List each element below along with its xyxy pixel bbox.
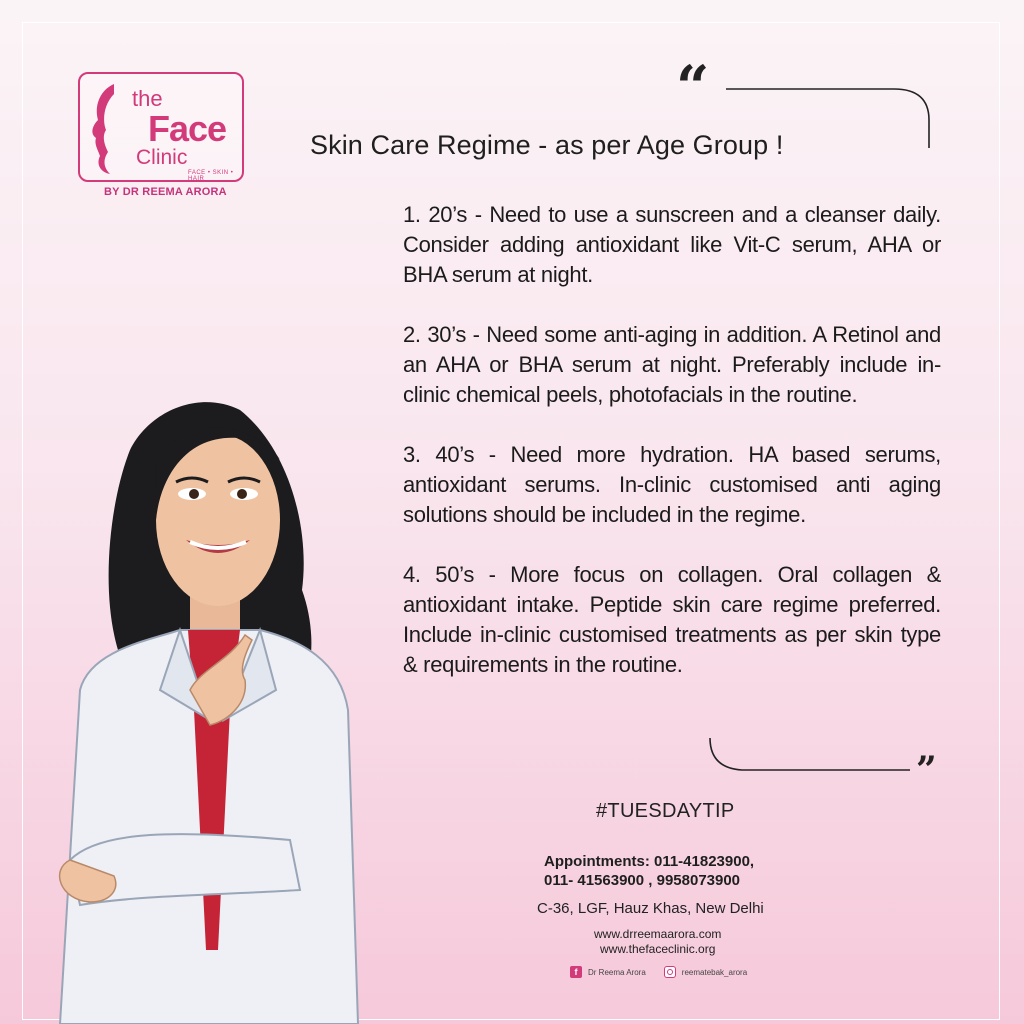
open-quote-icon: “ [676, 53, 710, 121]
address: C-36, LGF, Hauz Khas, New Delhi [537, 900, 764, 917]
website-link[interactable]: www.thefaceclinic.org [599, 942, 716, 956]
face-clinic-logo [78, 72, 244, 182]
tip-item: 1. 20’s - Need to use a sunscreen and a cleanser daily. Consider adding antioxidant like Vit-C serum, AHA or BHA serum at night. [403, 202, 941, 287]
logo-tagline: FACE • SKIN • HAIR [188, 170, 234, 182]
logo-face-word: Face [148, 108, 227, 149]
logo-by-name: REEMA ARORA [142, 186, 227, 198]
websites [594, 927, 721, 957]
logo-the: the [132, 86, 163, 111]
social-handles [570, 966, 747, 978]
tip-item: 4. 50’s - More focus on collagen. Oral collagen & antioxidant intake. Peptide skin care regime preferred. Include in-clinic customised treatments as per skin type & requirements in the routine. [403, 562, 941, 677]
appointments [544, 852, 754, 890]
logo-byline [104, 186, 227, 198]
tip-item: 2. 30’s - Need some anti-aging in addition. A Retinol and an AHA or BHA serum at night. Preferably include in-clinic chemical peels, photofacials in the routine. [403, 322, 941, 407]
tip-item: 3. 40’s - Need more hydration. HA based serums, antioxidant serums. In-clinic customised anti aging solutions should be included in the regime. [403, 442, 941, 527]
face-silhouette-icon [86, 80, 126, 176]
bottom-decorative-line [704, 736, 914, 776]
appointments-line-1: Appointments: 011-41823900, [544, 853, 755, 870]
instagram-handle[interactable]: reematebak_arora [681, 967, 748, 977]
facebook-handle[interactable]: Dr Reema Arora [588, 967, 646, 977]
logo-by-prefix: BY DR [104, 186, 143, 198]
appointments-line-2: 011- 41563900 , 9958073900 [544, 872, 741, 889]
instagram-icon [664, 966, 676, 978]
tips-list [403, 200, 941, 680]
logo-clinic: Clinic [136, 146, 188, 169]
hashtag: #TUESDAYTIP [596, 800, 735, 822]
facebook-icon: f [570, 966, 582, 978]
close-quote-icon: ” [916, 749, 937, 791]
website-link[interactable]: www.drreemaarora.com [594, 927, 722, 941]
page-title: Skin Care Regime - as per Age Group ! [310, 130, 784, 160]
doctor-illustration [40, 390, 370, 1024]
